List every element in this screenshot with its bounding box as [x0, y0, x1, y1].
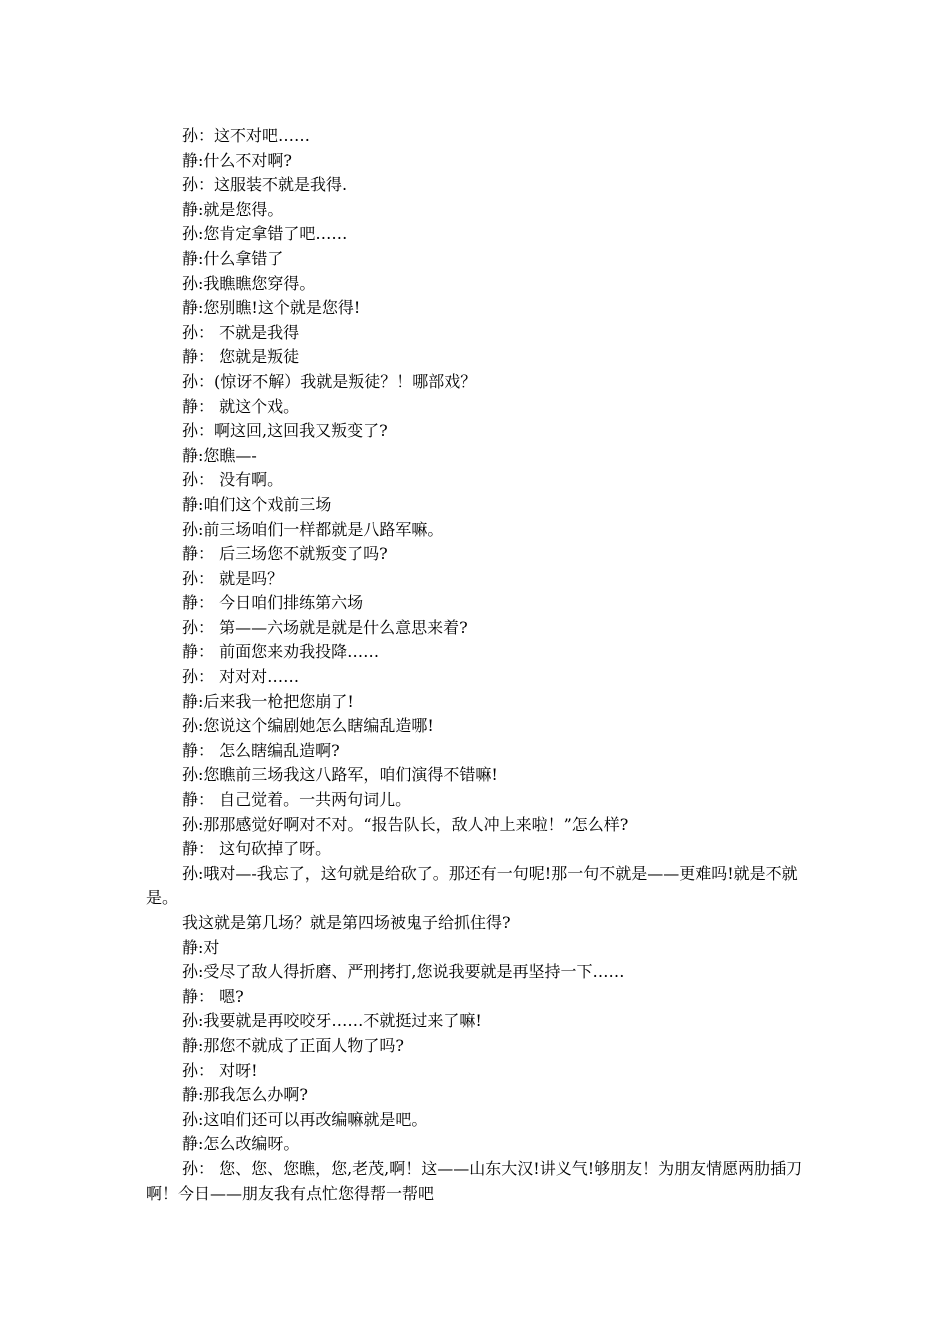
dialogue-line: 孙： 没有啊。: [182, 470, 284, 490]
dialogue-line: 孙： 不就是我得: [182, 322, 300, 342]
dialogue-line: 孙：(惊讶不解）我就是叛徒？！哪部戏？: [182, 371, 477, 391]
dialogue-line: 静:什么拿错了: [182, 248, 284, 268]
dialogue-line: 静： 您就是叛徒: [182, 347, 300, 367]
dialogue-line: 孙:您说这个编剧她怎么瞎编乱造哪!: [182, 716, 434, 736]
dialogue-line: 静： 就这个戏。: [182, 396, 300, 416]
dialogue-line: 静:后来我一枪把您崩了!: [182, 691, 354, 711]
dialogue-line: 孙： 对呀!: [182, 1060, 258, 1080]
dialogue-line: 静:就是您得。: [182, 199, 284, 219]
dialogue-line: 孙： 对对对……: [182, 667, 300, 687]
dialogue-line: 静:怎么改编呀。: [182, 1134, 300, 1154]
dialogue-line: 孙：这服装不就是我得.: [182, 175, 348, 195]
dialogue-line: 孙:您瞧前三场我这八路军，咱们演得不错嘛!: [182, 765, 498, 785]
dialogue-line: 孙：啊这回,这回我又叛变了?: [182, 421, 388, 441]
dialogue-line: 孙:哦对—-我忘了，这句就是给砍了。那还有一句呢!那一句不就是——更难吗!就是不就是。: [146, 863, 798, 908]
dialogue-line: 孙： 您、您、您瞧，您,老茂,啊！这——山东大汉!讲义气!够朋友！为朋友情愿两肋插刀啊！今日——朋友我有点忙您得帮一帮吧: [146, 1158, 803, 1203]
dialogue-line: 孙:前三场咱们一样都就是八路军嘛。: [182, 519, 444, 539]
dialogue-line: 静:那您不就成了正面人物了吗?: [182, 1035, 404, 1055]
dialogue-script: [146, 124, 816, 1206]
dialogue-line: 孙:那那感觉好啊对不对。“报告队长，敌人冲上来啦！”怎么样?: [182, 814, 629, 834]
dialogue-line: 我这就是第几场？就是第四场被鬼子给抓住得?: [182, 913, 511, 932]
dialogue-line: 孙:这咱们还可以再改编嘛就是吧。: [182, 1109, 428, 1129]
dialogue-line: 静： 后三场您不就叛变了吗?: [182, 544, 388, 564]
dialogue-line: 静:您瞧—-: [182, 445, 257, 465]
dialogue-line: 静:什么不对啊?: [182, 150, 292, 170]
dialogue-line: 静:对: [182, 937, 220, 957]
dialogue-line: 孙： 就是吗？: [182, 568, 284, 588]
dialogue-line: 静:您别瞧!这个就是您得!: [182, 298, 361, 318]
dialogue-line: 静： 前面您来劝我投降……: [182, 642, 380, 662]
dialogue-line: 静： 今日咱们排练第六场: [182, 593, 364, 613]
dialogue-line: 孙:我要就是再咬咬牙……不就挺过来了嘛!: [182, 1011, 482, 1031]
dialogue-line: 孙:您肯定拿错了吧……: [182, 224, 348, 244]
dialogue-line: 静： 自己觉着。一共两句词儿。: [182, 790, 412, 810]
dialogue-line: 孙： 第——六场就是就是什么意思来着?: [182, 617, 468, 637]
dialogue-line: 静:咱们这个戏前三场: [182, 494, 332, 514]
dialogue-line: 静： 这句砍掉了呀。: [182, 839, 332, 859]
dialogue-line: 孙:我瞧瞧您穿得。: [182, 273, 316, 293]
dialogue-line: 静： 嗯?: [182, 986, 244, 1006]
dialogue-line: 孙：这不对吧……: [182, 126, 311, 145]
dialogue-line: 孙:受尽了敌人得折磨、严刑拷打,您说我要就是再坚持一下……: [182, 962, 625, 982]
dialogue-line: 静： 怎么瞎编乱造啊?: [182, 740, 340, 760]
dialogue-line: 静:那我怎么办啊?: [182, 1085, 308, 1105]
